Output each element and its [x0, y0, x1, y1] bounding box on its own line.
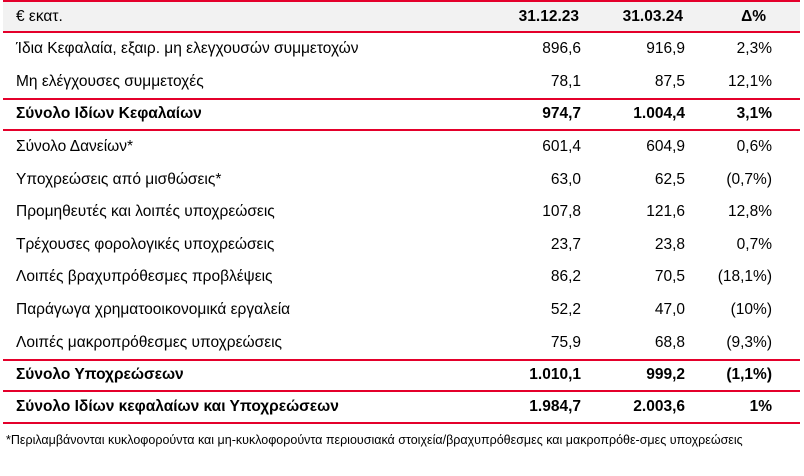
header-col-change: Δ% [741, 7, 766, 25]
row-value-2024: 916,9 [646, 40, 685, 58]
row-label: Υποχρεώσεις από μισθώσεις* [16, 170, 222, 188]
row-value-2023: 63,0 [550, 170, 581, 188]
table-row [3, 131, 800, 164]
row-change: 12,1% [728, 72, 772, 90]
row-change: (1,1%) [726, 366, 772, 384]
equity-total-row [3, 98, 800, 131]
header-unit-label: € εκατ. [16, 7, 63, 25]
grand-total-row [3, 392, 800, 425]
row-label: Ίδια Κεφαλαία, εξαιρ. μη ελεγχουσών συμμετοχών [16, 40, 359, 58]
table-row [3, 261, 800, 294]
row-label: Παράγωγα χρηματοοικονομικά εργαλεία [16, 301, 291, 319]
row-change: (18,1%) [717, 268, 772, 286]
row-label: Προμηθευτές και λοιπές υποχρεώσεις [16, 203, 275, 221]
row-label: Σύνολο Δανείων* [16, 138, 134, 156]
row-value-2024: 999,2 [646, 366, 685, 384]
row-change: 3,1% [736, 105, 772, 123]
row-change: 1% [749, 397, 772, 415]
row-label: Σύνολο Υποχρεώσεων [16, 366, 184, 384]
row-value-2023: 896,6 [542, 40, 581, 58]
row-change: 2,3% [736, 40, 772, 58]
row-label: Σύνολο Ιδίων Κεφαλαίων [16, 105, 202, 123]
table-row [3, 326, 800, 359]
row-value-2024: 62,5 [654, 170, 685, 188]
row-value-2023: 601,4 [542, 138, 581, 156]
row-change: 0,7% [736, 235, 772, 253]
row-label: Σύνολο Ιδίων κεφαλαίων και Υποχρεώσεων [16, 397, 339, 415]
row-value-2024: 47,0 [654, 301, 685, 319]
row-value-2023: 1.010,1 [529, 366, 581, 384]
row-value-2024: 121,6 [646, 203, 685, 221]
table-row [3, 196, 800, 229]
row-value-2023: 107,8 [542, 203, 581, 221]
row-value-2023: 86,2 [550, 268, 581, 286]
header-col-2023: 31.12.23 [518, 7, 579, 25]
table-row [3, 229, 800, 262]
row-label: Λοιπές βραχυπρόθεσμες προβλέψεις [16, 268, 273, 286]
row-change: 0,6% [736, 138, 772, 156]
row-value-2024: 70,5 [654, 268, 685, 286]
table-row [3, 33, 800, 66]
table-header-row [3, 0, 800, 33]
liabilities-total-row [3, 359, 800, 392]
row-change: 12,8% [728, 203, 772, 221]
row-value-2023: 1.984,7 [529, 397, 581, 415]
row-change: (10%) [730, 301, 772, 319]
row-label: Λοιπές μακροπρόθεσμες υποχρεώσεις [16, 333, 283, 351]
table-row [3, 294, 800, 327]
header-col-2024: 31.03.24 [622, 7, 683, 25]
row-value-2023: 75,9 [550, 333, 581, 351]
row-value-2024: 87,5 [654, 72, 685, 90]
row-value-2024: 2.003,6 [633, 397, 685, 415]
row-value-2024: 604,9 [646, 138, 685, 156]
row-value-2023: 974,7 [542, 105, 581, 123]
row-change: (0,7%) [726, 170, 772, 188]
table-row [3, 163, 800, 196]
row-value-2024: 68,8 [654, 333, 685, 351]
row-label: Τρέχουσες φορολογικές υποχρεώσεις [16, 235, 275, 253]
footnote: *Περιλαμβάνονται κυκλοφορούντα και μη-κυκλοφορούντα περιουσιακά στοιχεία/βραχυπρόθεσμες και μακροπρόθε-σμες υποχρεώσεις [6, 433, 743, 447]
row-value-2024: 23,8 [654, 235, 685, 253]
row-change: (9,3%) [726, 333, 772, 351]
row-value-2023: 52,2 [550, 301, 581, 319]
row-label: Μη ελέγχουσες συμμετοχές [16, 72, 204, 90]
row-value-2024: 1.004,4 [633, 105, 685, 123]
row-value-2023: 78,1 [550, 72, 581, 90]
balance-sheet-table [3, 0, 800, 424]
row-value-2023: 23,7 [550, 235, 581, 253]
table-row [3, 66, 800, 99]
